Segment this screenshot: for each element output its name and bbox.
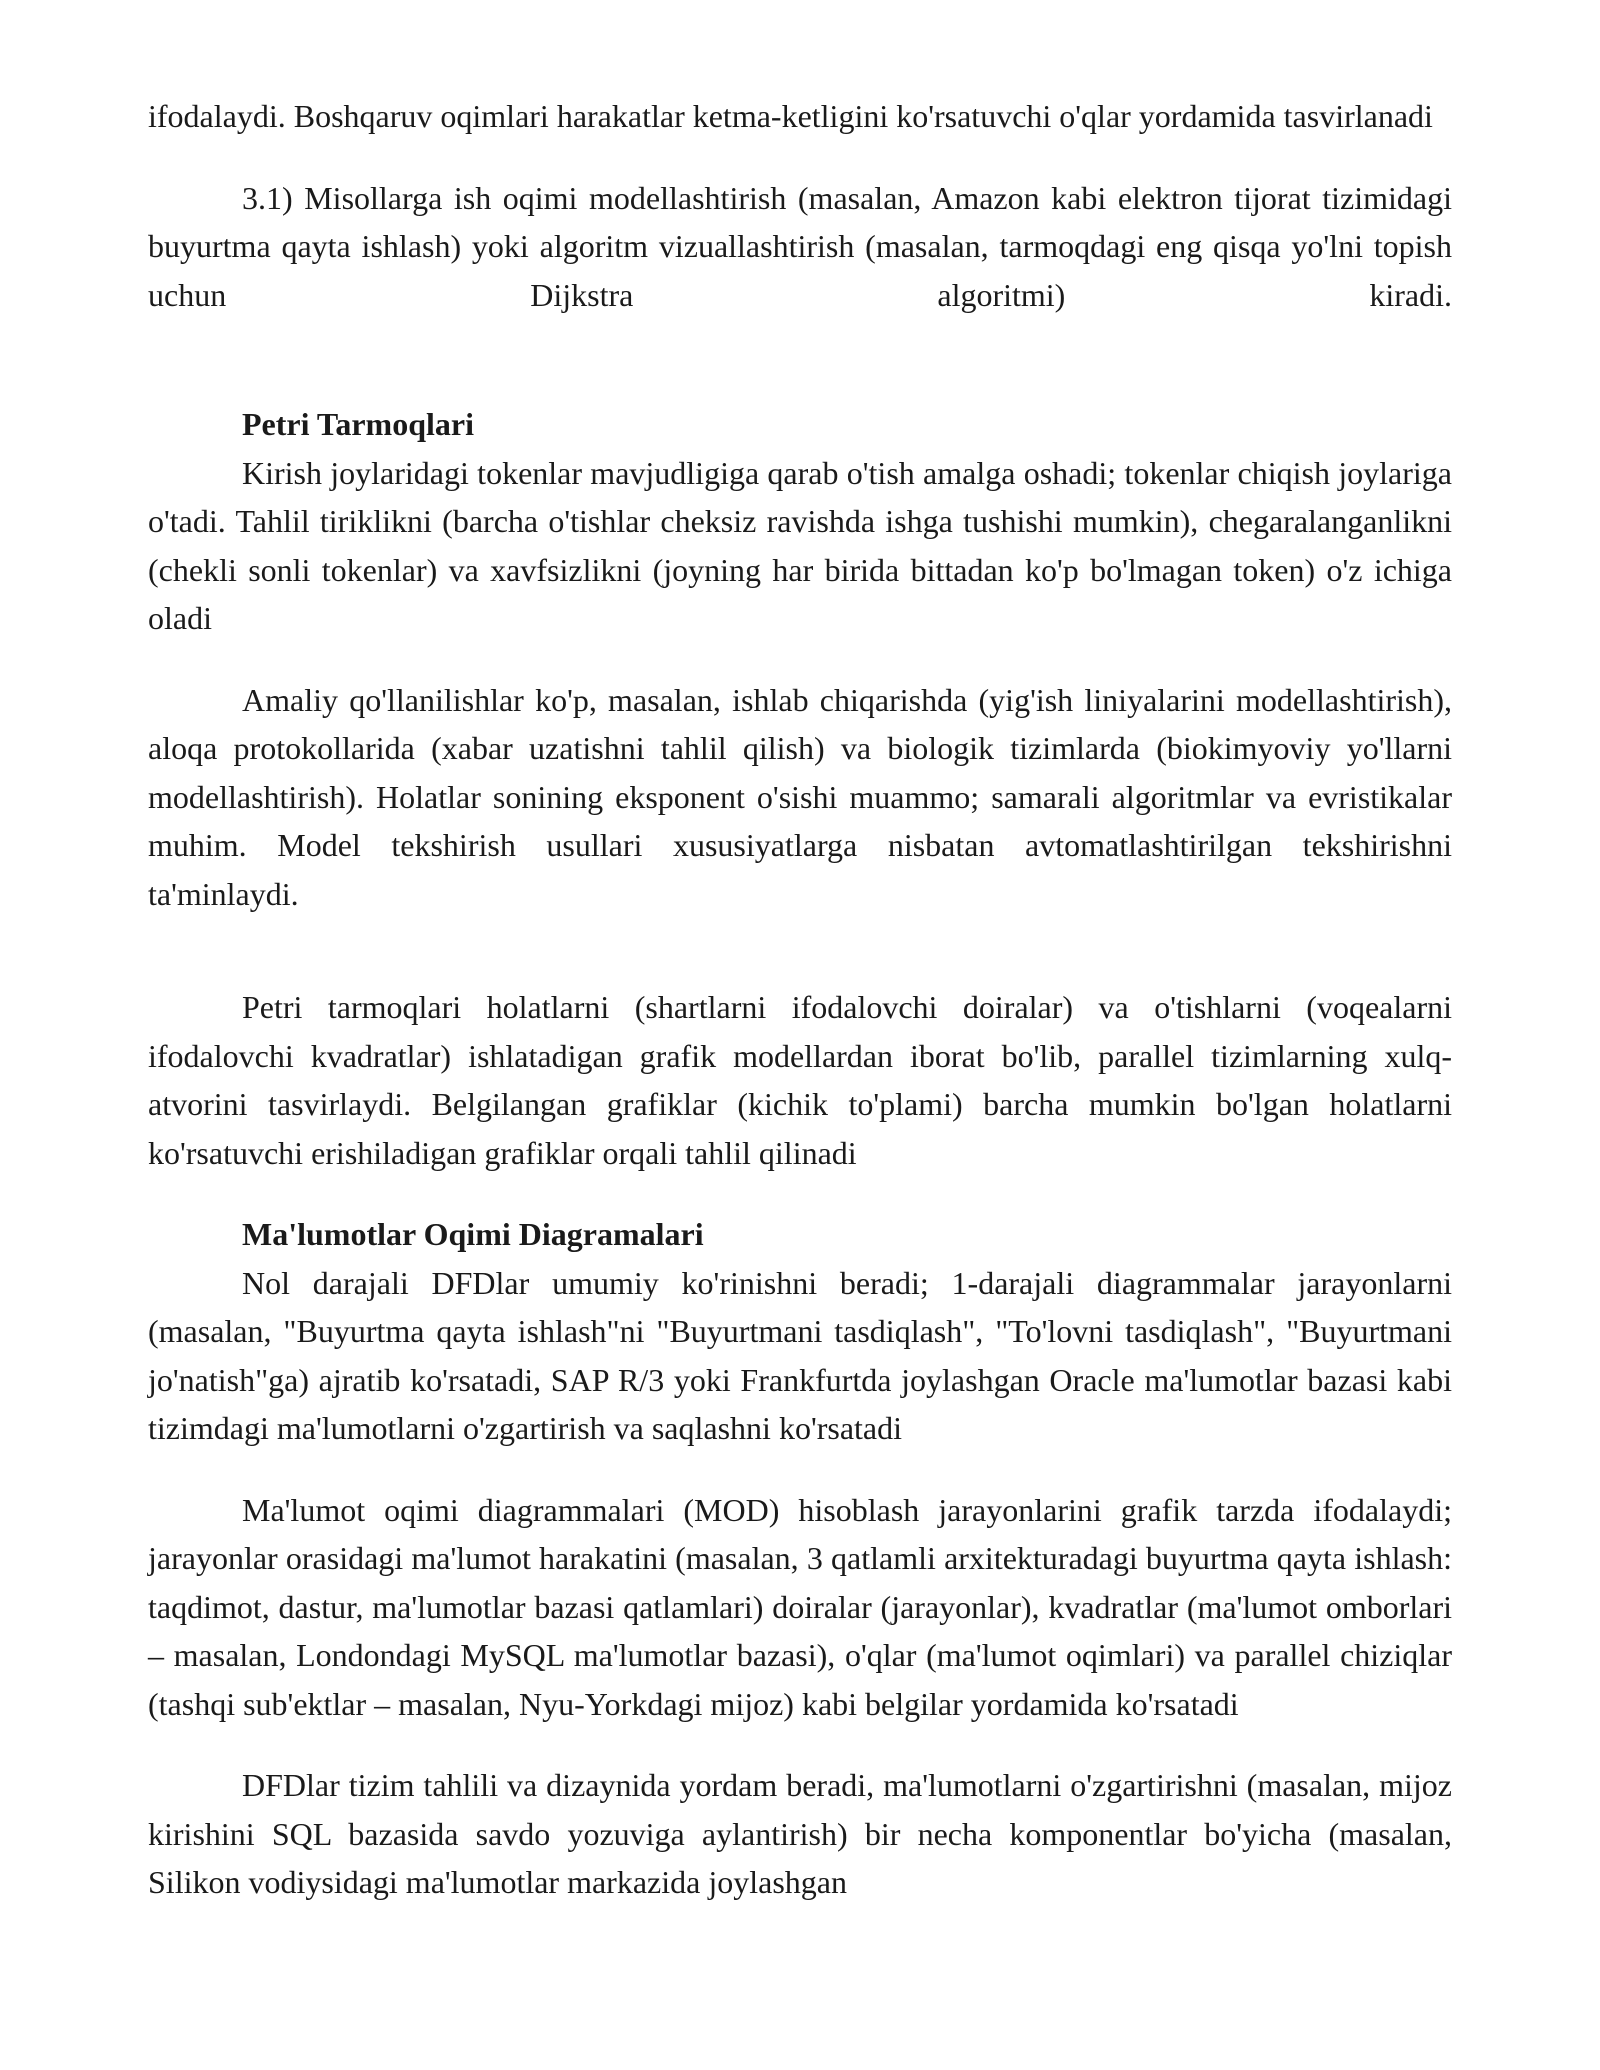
heading-data-flow-diagrams: Ma'lumotlar Oqimi Diagramalari — [242, 1216, 704, 1252]
paragraph-dfd-usage: DFDlar tizim tahlili va dizaynida yordam beradi, ma'lumotlarni o'zgartirishni (masalan, mijoz kirishini SQL bazasida savdo yozuviga aylantirish) bir necha komponentlar bo'yicha (masalan, Silikon vodiysidagi ma'lumotlar markazida joylashgan — [148, 1767, 1452, 1900]
paragraph-control-flows: ifodalaydi. Boshqaruv oqimlari harakatlar ketma-ketligini ko'rsatuvchi o'qlar yordamida tasvirlanadi — [148, 98, 1433, 134]
paragraph-petri-definition: Petri tarmoqlari holatlarni (shartlarni ifodalovchi doiralar) va o'tishlarni (voqealarni ifodalovchi kvadratlar) ishlatadigan grafik modellardan iborat bo'lib, parallel tizimlarning xulq-atvorini tasvirlaydi. Belgilangan grafiklar (kichik to'plami) barcha mumkin bo'lgan holatlarni ko'rsatuvchi erishiladigan grafiklar orqali tahlil qilinadi — [148, 989, 1452, 1171]
paragraph-dfd-levels: Nol darajali DFDlar umumiy ko'rinishni beradi; 1-darajali diagrammalar jarayonlarni (masalan, "Buyurtma qayta ishlash"ni "Buyurtmani tasdiqlash", "To'lovni tasdiqlash", "Buyurtmani jo'natish"ga) ajratib ko'rsatadi, SAP R/3 yoki Frankfurtda joylashgan Oracle ma'lumotlar bazasi kabi tizimdagi ma'lumotlarni o'zgartirish va saqlashni ko'rsatadi — [148, 1264, 1452, 1446]
paragraph-dfd-definition: Ma'lumot oqimi diagrammalari (MOD) hisoblash jarayonlarini grafik tarzda ifodalaydi; jarayonlar orasidagi ma'lumot harakatini (masalan, 3 qatlamli arxitekturadagi buyurtma qayta ishlash: taqdimot, dastur, ma'lumotlar bazasi qatlamlari) doiralar (jarayonlar), kvadratlar (ma'lumot omborlari – masalan, Londondagi MySQL ma'lumotlar bazasi), o'qlar (ma'lumot oqimlari) va parallel chiziqlar (tashqi sub'ektlar – masalan, Nyu-Yorkdagi mijoz) kabi belgilar yordamida ko'rsatadi — [148, 1491, 1452, 1722]
paragraph-petri-tokens: Kirish joylaridagi tokenlar mavjudligiga qarab o'tish amalga oshadi; tokenlar chiqish joylariga o'tadi. Tahlil tiriklikni (barcha o'tishlar cheksiz ravishda ishga tushishi mumkin), chegaralanganlikni (chekli sonli tokenlar) va xavfsizlikni (joyning har birida bittadan ko'p bo'lmagan token) o'z ichiga oladi — [148, 454, 1452, 636]
paragraph-petri-applications: Amaliy qo'llanilishlar ko'p, masalan, ishlab chiqarishda (yig'ish liniyalarini modellashtirish), aloqa protokollarida (xabar uzatishni tahlil qilish) va biologik tizimlarda (biokimyoviy yo'llarni modellashtirish). Holatlar sonining eksponent o'sishi muammo; samarali algoritmlar va evristikalar muhim. Model tekshirish usullari xususiyatlarga nisbatan avtomatlashtirilgan tekshirishni ta'minlaydi. — [148, 681, 1452, 912]
document-page — [148, 92, 1452, 1907]
paragraph-examples: 3.1) Misollarga ish oqimi modellashtirish (masalan, Amazon kabi elektron tijorat tizimidagi buyurtma qayta ishlash) yoki algoritm vizuallashtirish (masalan, tarmoqdagi eng qisqa yo'lni topish uchun Dijkstra algoritmi) kiradi. — [148, 179, 1452, 313]
heading-petri-nets: Petri Tarmoqlari — [242, 406, 474, 442]
